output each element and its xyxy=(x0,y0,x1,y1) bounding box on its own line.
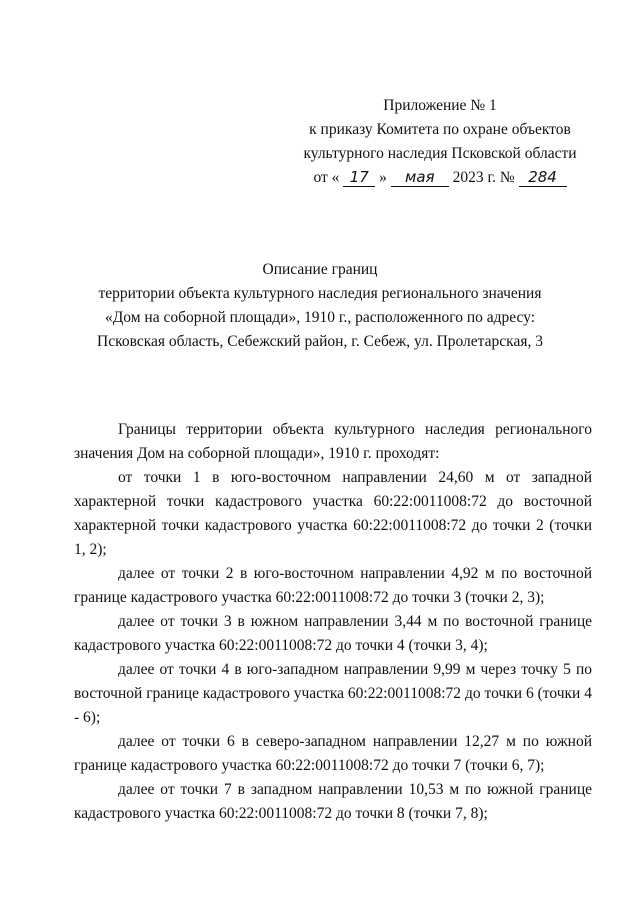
appendix-date-line xyxy=(290,166,590,190)
body-intro: Границы территории объекта культурного наследия регионального значения Дом на соборной площади», 1910 г. проходят: xyxy=(74,421,592,462)
appendix-order-line: к приказу Комитета по охране объектов xyxy=(309,121,571,138)
body-segment-5: далее от точки 6 в северо-западном направлении 12,27 м по южной границе кадастрового участка 60:22:0011008:72 до точки 7 (точки 6, 7); xyxy=(74,733,592,774)
body-segment-2: далее от точки 2 в юго-восточном направлении 4,92 м по восточной границе кадастрового участка 60:22:0011008:72 до точки 3 (точки 2, 3); xyxy=(74,565,592,606)
title-line-1: Описание границ xyxy=(262,261,378,278)
date-day: 17 xyxy=(343,168,375,187)
body-segment-6: далее от точки 7 в западном направлении 10,53 м по южной границе кадастрового участка 60:22:0011008:72 до точки 8 (точки 7, 8); xyxy=(74,781,592,822)
body-segment-1: от точки 1 в юго-восточном направлении 24,60 м от западной характерной точки кадастрового участка 60:22:0011008:72 до восточной характерной точки кадастрового участка 60:22:0011008:72 до точки 2 (точки 1, 2); xyxy=(74,469,592,558)
appendix-committee-line: культурного наследия Псковской области xyxy=(303,145,577,162)
body-segment-3: далее от точки 3 в южном направлении 3,44 м по восточной границе кадастрового участка 60:22:0011008:72 до точки 4 (точки 3, 4); xyxy=(74,613,592,654)
date-mid: » xyxy=(379,169,387,186)
document-title xyxy=(60,258,580,354)
order-number: 284 xyxy=(519,168,567,187)
appendix-title: Приложение № 1 xyxy=(383,97,497,114)
appendix-header xyxy=(290,94,590,190)
date-year: 2023 г. № xyxy=(452,169,515,186)
date-prefix: от « xyxy=(313,169,340,186)
title-line-3: «Дом на соборной площади», 1910 г., расположенного по адресу: xyxy=(104,309,536,326)
title-line-4: Псковская область, Себежский район, г. Себеж, ул. Пролетарская, 3 xyxy=(97,333,543,350)
document-body xyxy=(74,418,592,826)
date-month: мая xyxy=(391,168,449,187)
title-line-2: территории объекта культурного наследия регионального значения xyxy=(98,285,542,302)
body-segment-4: далее от точки 4 в юго-западном направлении 9,99 м через точку 5 по восточной границе кадастрового участка 60:22:0011008:72 до точки 6 (точки 4 - 6); xyxy=(74,661,592,726)
